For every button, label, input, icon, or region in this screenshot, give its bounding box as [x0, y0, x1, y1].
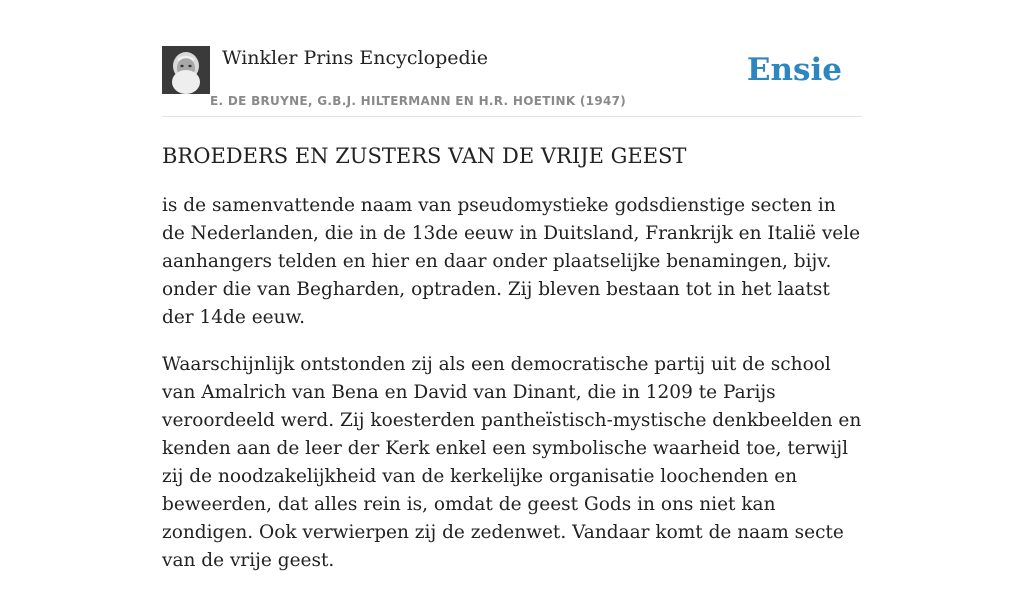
author-byline: E. DE BRUYNE, G.B.J. HILTERMANN EN H.R. HOETINK (1947) [210, 94, 627, 108]
author-avatar[interactable] [162, 46, 210, 94]
article-paragraph: is de samenvattende naam van pseudomystieke godsdienstige secten in de Nederlanden, die in de 13de eeuw in Duitsland, Frankrijk en Italië vele aanhangers telden en hier en daar onder plaatselijke benamingen, bijv. onder die van Begharden, optraden. Zij bleven bestaan tot in het laatst der 14de eeuw. [162, 195, 861, 328]
portrait-photo-icon [162, 46, 210, 94]
site-header [162, 46, 862, 117]
article-body [162, 192, 862, 594]
brand-logo[interactable]: Ensie [746, 52, 842, 88]
article-paragraph: Waarschijnlijk ontstonden zij als een democratische partij uit de school van Amalrich van Bena en David van Dinant, die in 1209 te Parijs veroordeeld werd. Zij koesterden pantheïstisch-mystische denkbeelden en kenden aan de leer der Kerk enkel een symbolische waarheid toe, terwijl zij de noodzakelijkheid van de kerkelijke organisatie loochenden en beweerden, dat alles rein is, omdat de geest Gods in ons niet kan zondigen. Ook verwierpen zij de zedenwet. Vandaar komt de naam secte van de vrije geest. [162, 354, 862, 571]
site-name[interactable]: Winkler Prins Encyclopedie [222, 47, 488, 69]
article-title: BROEDERS EN ZUSTERS VAN DE VRIJE GEEST [162, 144, 687, 168]
